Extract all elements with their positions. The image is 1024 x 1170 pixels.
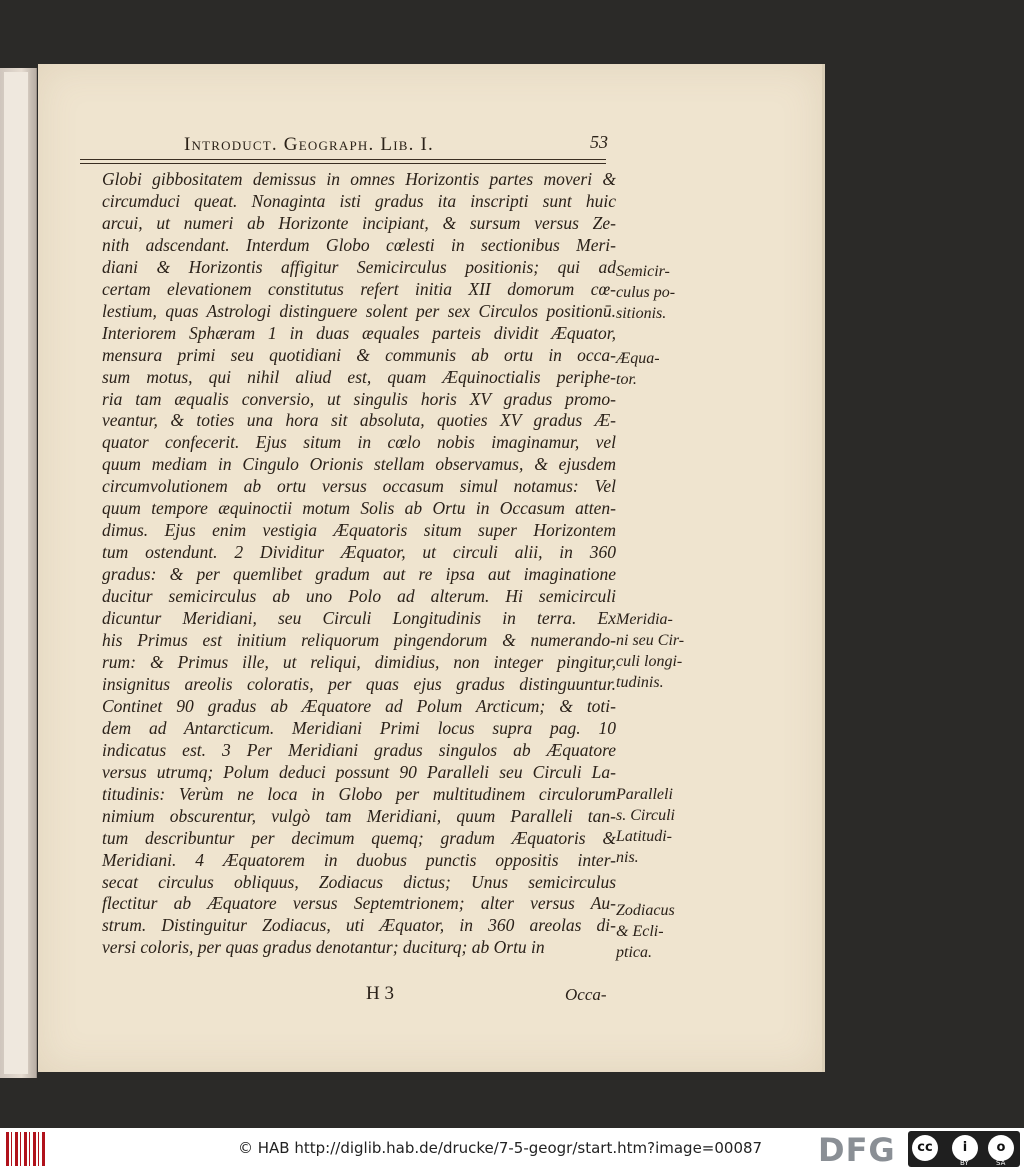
text-line: gradus: & per quemlibet gradum aut re ipsa aut imaginatione — [102, 564, 616, 585]
text-line: lestium, quas Astrologi distinguere solent per sex Circulos positionū. — [102, 300, 616, 321]
text-line: circumduci queat. Nonaginta isti gradus ita inscripti sunt huic — [102, 190, 616, 211]
text-line: titudinis: Verùm ne loca in Globo per multitudinem circulorum — [102, 783, 616, 804]
text-line: ria tam æqualis conversio, ut singulis horis XV gradus promo- — [102, 388, 616, 409]
text-line: quator confecerit. Ejus situm in cœlo nobis imaginamur, vel — [102, 432, 616, 453]
page-number: 53 — [590, 132, 608, 152]
text-line: certam elevationem constitutus refert initia XII domorum cœ- — [102, 278, 616, 299]
marginal-note-meridiani — [616, 609, 684, 693]
text-line: quum mediam in Cingulo Orionis stellam observamus, & ejusdem — [102, 454, 616, 475]
head-rule — [80, 159, 606, 160]
head-rule-thin — [80, 163, 606, 164]
text-line: arcui, ut numeri ab Horizonte incipiant, & sursum versus Ze- — [102, 212, 616, 233]
dfg-logo[interactable]: DFG — [818, 1131, 896, 1169]
sa-label: SA — [996, 1159, 1006, 1167]
text-line: dem ad Antarcticum. Meridiani Primi locus supra pag. 10 — [102, 717, 616, 738]
text-line: strum. Distinguitur Zodiacus, uti Æquator, in 360 areolas di- — [102, 915, 616, 936]
marginal-line: ni seu Cir- — [616, 632, 685, 649]
book-page — [38, 64, 825, 1072]
marginal-line: sitionis. — [616, 305, 667, 322]
text-line: secat circulus obliquus, Zodiacus dictus; Unus semicirculus — [102, 871, 616, 892]
text-line: versi coloris, per quas gradus denotantur; duciturq; ab Ortu in — [102, 937, 545, 958]
by-icon: i — [952, 1135, 978, 1161]
copyright-link[interactable]: © HAB http://diglib.hab.de/drucke/7-5-geogr/start.htm?image=00087 — [238, 1139, 763, 1157]
text-line: nith adscendant. Interdum Globo cœlesti in sectionibus Meri- — [102, 234, 616, 255]
text-line: rum: & Primus ille, ut reliqui, dimidius, non integer pingitur, — [102, 651, 616, 672]
marginal-line: Meridia- — [616, 611, 673, 628]
text-line: sum motus, qui nihil aliud est, quam Æquinoctialis periphe- — [102, 366, 616, 387]
text-line: Continet 90 gradus ab Æquatore ad Polum Arcticum; & toti- — [102, 695, 616, 716]
text-line: nimium obscurentur, vulgò tam Meridiani, quum Paralleli tan- — [102, 805, 616, 826]
cc-license-badge[interactable] — [908, 1131, 1020, 1167]
body-text — [102, 169, 616, 959]
marginal-line: Semicir- — [616, 263, 670, 280]
marginal-note-paralleli — [616, 784, 675, 868]
text-line: tum ostendunt. 2 Dividitur Æquator, ut circuli alii, in 360 — [102, 542, 616, 563]
text-line: Interiorem Sphæram 1 in duas æquales parteis dividit Æquator, — [102, 322, 616, 343]
cc-icon: cc — [912, 1135, 938, 1161]
signature-mark: H 3 — [366, 983, 394, 1004]
by-label: BY — [960, 1159, 969, 1167]
running-head: Introduct. Geograph. Lib. I. — [184, 134, 435, 155]
text-line: ducitur semicirculus ab uno Polo ad alterum. Hi semicirculi — [102, 586, 616, 607]
marginal-note-zodiacus — [616, 900, 675, 963]
text-line: insignitus areolis coloratis, per quas ejus gradus distinguuntur. — [102, 673, 616, 694]
text-line: dimus. Ejus enim vestigia Æquatoris situm super Horizontem — [102, 520, 616, 541]
text-line: dicuntur Meridiani, seu Circuli Longitudinis in terra. Ex — [102, 608, 616, 629]
text-line: Globi gibbositatem demissus in omnes Horizontis partes moveri & — [102, 169, 616, 189]
marginal-line: Latitudi- — [616, 828, 673, 845]
viewer-footer — [0, 1128, 1024, 1170]
text-line: quum tempore æquinoctii motum Solis ab Ortu in Occasum atten- — [102, 498, 616, 519]
text-line: circumvolutionem ab ortu versus occasum simul notamus: Vel — [102, 476, 616, 497]
hab-logo-icon[interactable] — [6, 1132, 46, 1166]
text-line: diani & Horizontis affigitur Semicirculus positionis; qui ad — [102, 256, 616, 277]
marginal-note-semicirculus — [616, 261, 675, 324]
marginal-line: culus po- — [616, 284, 676, 301]
text-line: Meridiani. 4 Æquatorem in duobus punctis oppositis inter- — [102, 849, 616, 870]
marginal-line: ptica. — [616, 944, 652, 961]
facing-page-edge — [0, 68, 37, 1078]
marginal-line: tudinis. — [616, 674, 664, 691]
marginal-line: & Ecli- — [616, 923, 664, 940]
marginal-line: nis. — [616, 849, 639, 866]
marginal-line: culi longi- — [616, 653, 683, 670]
text-line: mensura primi seu quotidiani & communis ab ortu in occa- — [102, 344, 616, 365]
sa-icon: o — [988, 1135, 1014, 1161]
marginal-line: Æqua- — [616, 350, 660, 367]
text-line: indicatus est. 3 Per Meridiani gradus singulos ab Æquatore — [102, 739, 616, 760]
text-line: flectitur ab Æquatore versus Septemtrionem; alter versus Au- — [102, 893, 616, 914]
marginal-line: Paralleli — [616, 786, 673, 803]
marginal-line: tor. — [616, 371, 637, 388]
text-line: veantur, & toties una hora sit absoluta, quoties XV gradus Æ- — [102, 410, 616, 431]
catchword: Occa- — [565, 985, 607, 1004]
marginal-line: s. Circuli — [616, 807, 675, 824]
marginal-line: Zodiacus — [616, 902, 675, 919]
text-line: his Primus est initium reliquorum pingendorum & numerando- — [102, 630, 616, 651]
marginal-note-aequator — [616, 348, 660, 390]
text-line: versus utrumq; Polum deduci possunt 90 Paralleli seu Circuli La- — [102, 761, 616, 782]
text-line: tum describuntur per decimum quemq; gradum Æquatoris & — [102, 827, 616, 848]
